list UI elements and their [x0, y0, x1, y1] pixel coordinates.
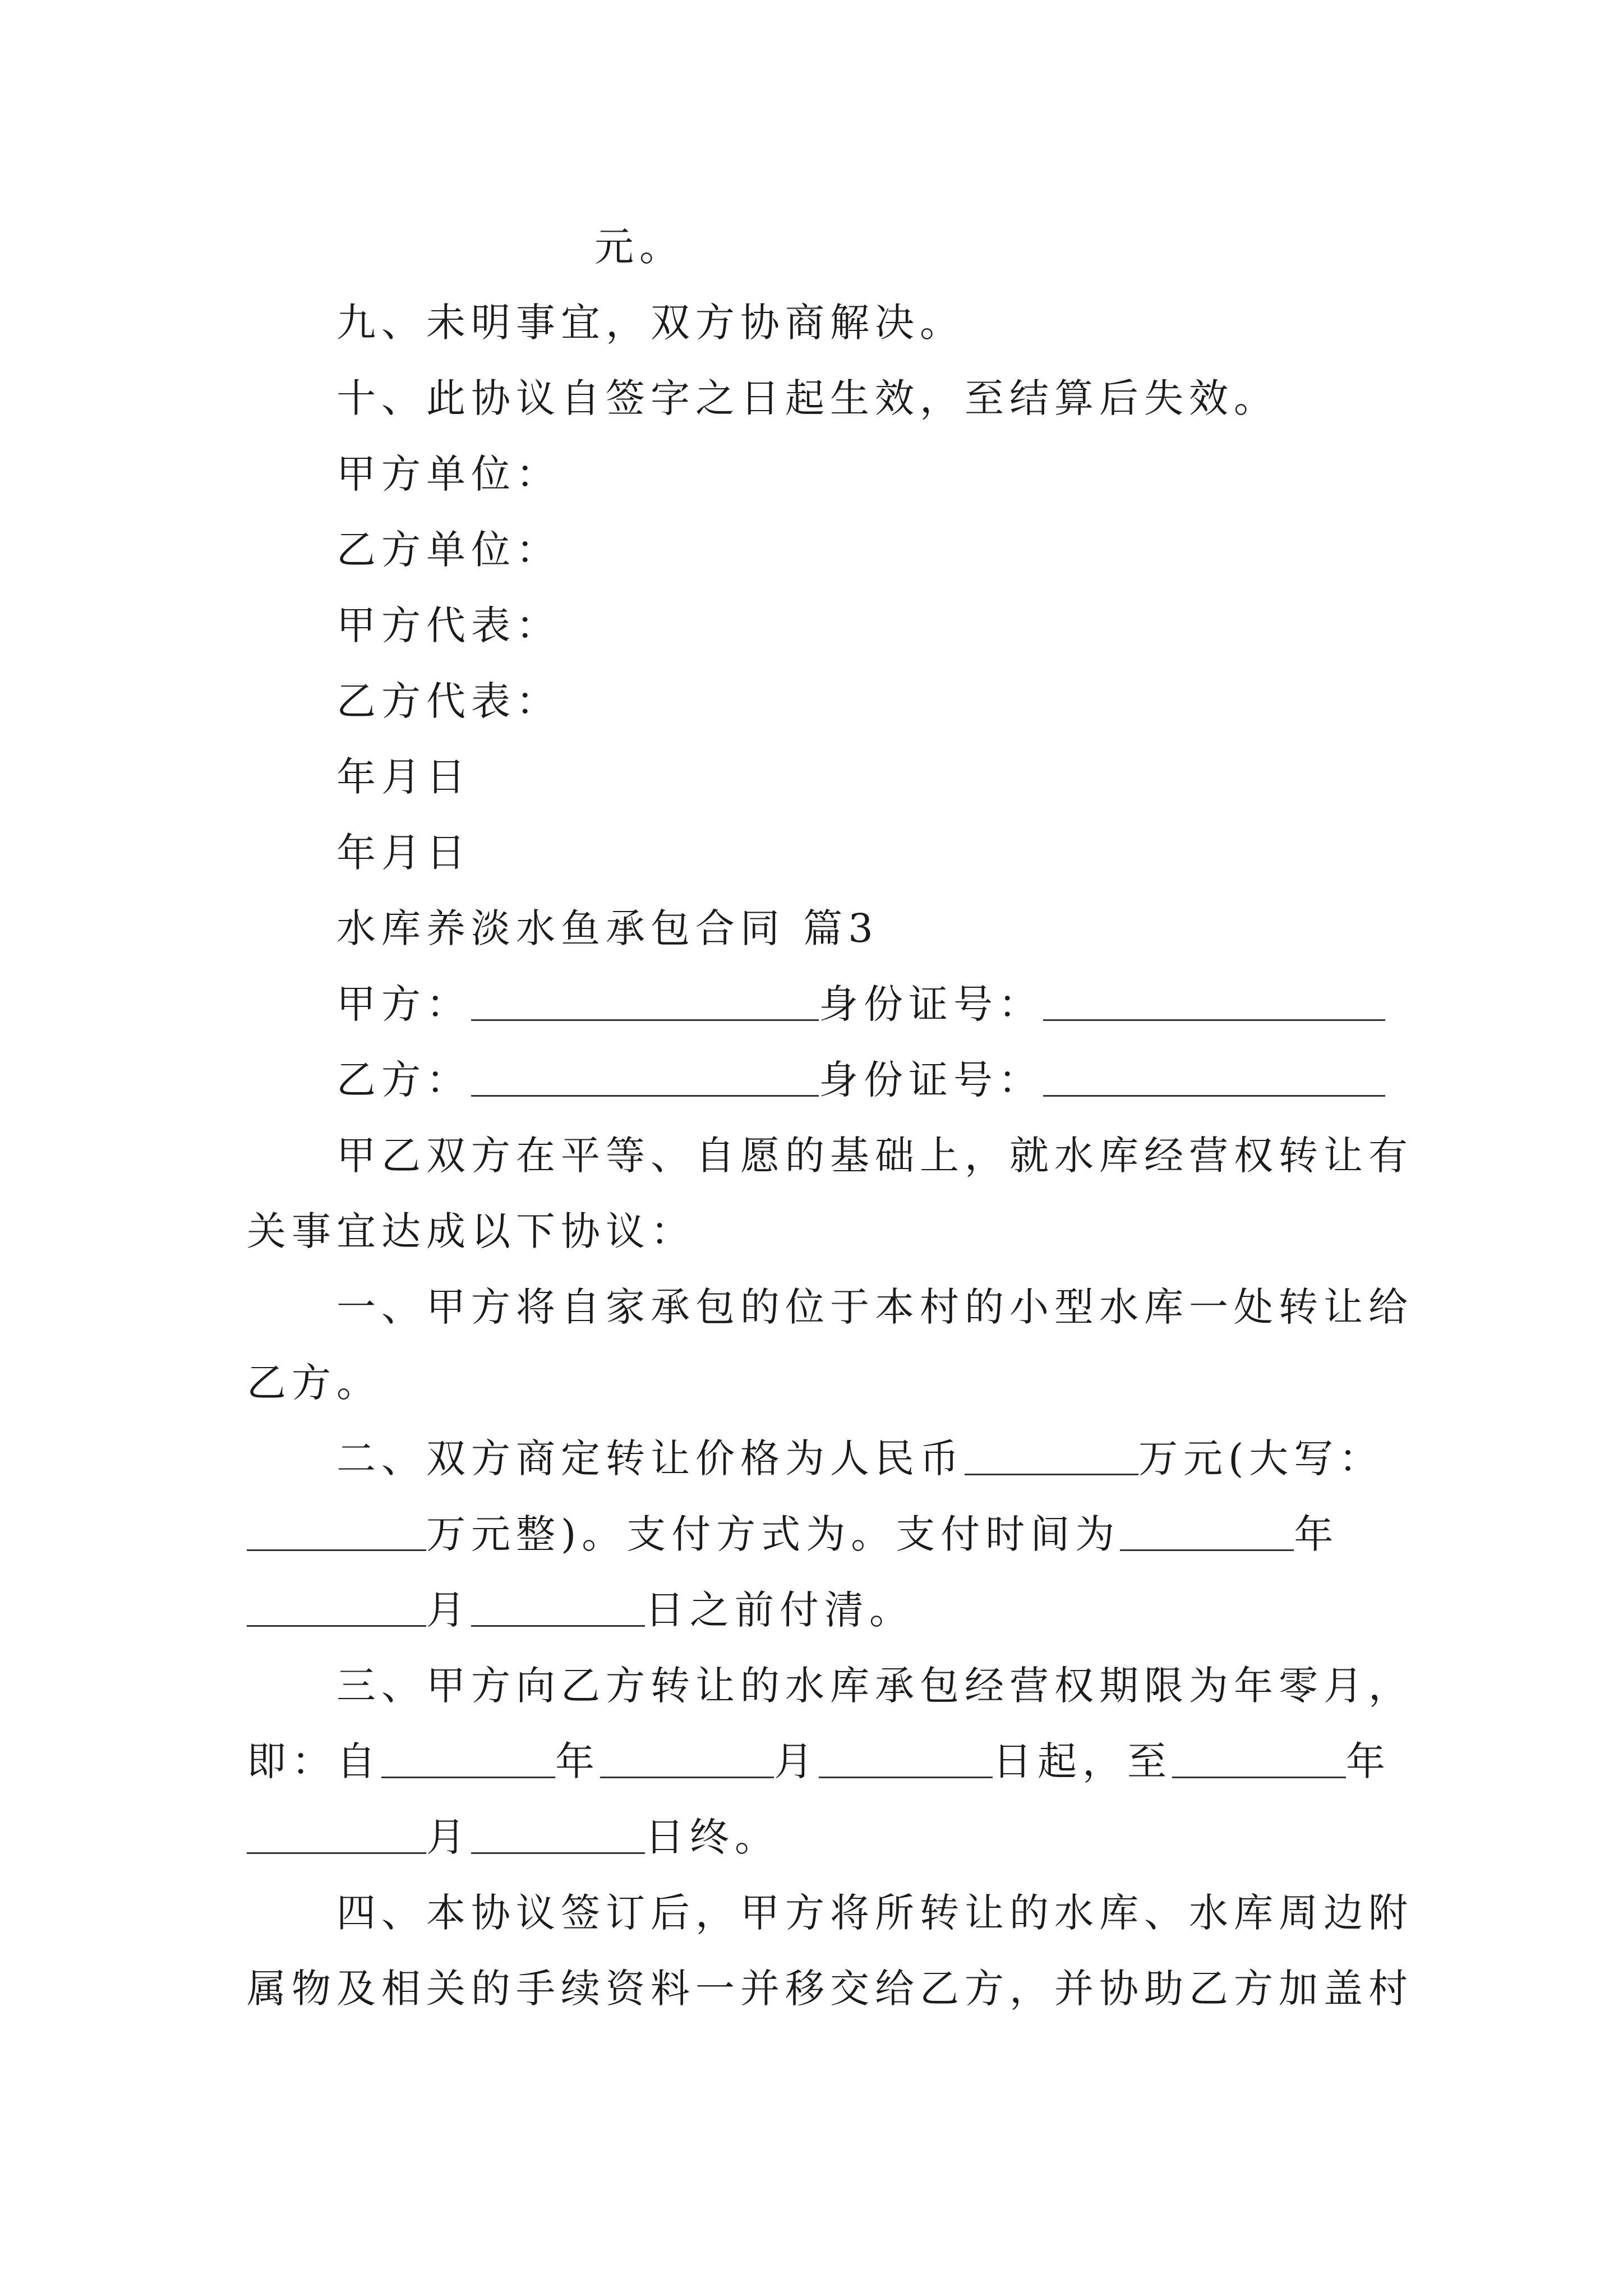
text-span: 万元整)。支付方式为。支付时间为: [426, 1511, 1121, 1557]
blank-field: [247, 1586, 426, 1627]
blank-field: [247, 1510, 426, 1551]
text-span: 年: [1294, 1511, 1339, 1557]
text-span: 年: [555, 1738, 600, 1784]
clause-two-line-2: [247, 1506, 1339, 1562]
date-line: 年月日: [336, 754, 471, 800]
text-span: 日终。: [645, 1814, 780, 1860]
clause-nine: 九、未明事宜，双方协商解决。: [336, 300, 965, 346]
text-span: 二、双方商定转让价格为人民币: [336, 1435, 965, 1481]
clause-three-line-3: [247, 1809, 780, 1865]
id-number-label: 身份证号：: [819, 981, 1043, 1027]
blank-field: [1043, 1056, 1385, 1097]
text-span: 日起，至: [993, 1738, 1172, 1784]
date-line: 年月日: [336, 830, 471, 876]
blank-field: [381, 1737, 555, 1778]
party-b-unit-label: 乙方单位：: [336, 527, 561, 573]
blank-field: [1120, 1510, 1294, 1551]
clause-two-line-3: [247, 1582, 914, 1638]
text-span: 万元(大写：: [1138, 1435, 1384, 1481]
blank-field: [247, 1813, 426, 1854]
party-a-rep-label: 甲方代表：: [336, 602, 561, 648]
party-b-line: [336, 1052, 1385, 1108]
clause-ten: 十、此协议自签字之日起生效，至结算后失效。: [336, 375, 1279, 421]
blank-field: [965, 1434, 1138, 1475]
blank-field: [471, 1586, 645, 1627]
blank-field: [819, 1737, 993, 1778]
text-span: 月: [426, 1814, 471, 1860]
text-span: 月: [774, 1738, 819, 1784]
blank-field: [600, 1737, 774, 1778]
clause-one-line-1: 一、甲方将自家承包的位于本村的小型水库一处转让给: [336, 1284, 1413, 1330]
preamble-line-1: 甲乙双方在平等、自愿的基础上，就水库经营权转让有: [336, 1133, 1413, 1179]
party-a-unit-label: 甲方单位：: [336, 451, 561, 497]
text-line: 元。: [594, 224, 684, 270]
text-span: 年: [1346, 1738, 1391, 1784]
clause-one-line-2: 乙方。: [247, 1360, 381, 1406]
id-number-label: 身份证号：: [819, 1057, 1043, 1103]
section-title: 水库养淡水鱼承包合同 篇3: [336, 905, 879, 951]
blank-field: [471, 1056, 819, 1097]
blank-field: [471, 980, 819, 1021]
blank-field: [1043, 980, 1385, 1021]
party-a-label: 甲方：: [336, 981, 471, 1027]
preamble-line-2: 关事宜达成以下协议：: [247, 1208, 695, 1254]
party-b-label: 乙方：: [336, 1057, 471, 1103]
text-span: 即：自: [247, 1738, 381, 1784]
clause-two-line-1: [336, 1430, 1384, 1487]
blank-field: [1172, 1737, 1346, 1778]
clause-three-line-2: [247, 1733, 1391, 1789]
text-span: 月: [426, 1587, 471, 1633]
clause-four-line-2: 属物及相关的手续资料一并移交给乙方，并协助乙方加盖村: [247, 1966, 1413, 2012]
text-span: 日之前付清。: [645, 1587, 914, 1633]
clause-four-line-1: 四、本协议签订后，甲方将所转让的水库、水库周边附: [336, 1890, 1413, 1936]
clause-three-line-1: 三、甲方向乙方转让的水库承包经营权期限为年零月，: [336, 1663, 1413, 1709]
party-a-line: [336, 976, 1385, 1032]
blank-field: [471, 1813, 645, 1854]
party-b-rep-label: 乙方代表：: [336, 678, 561, 724]
